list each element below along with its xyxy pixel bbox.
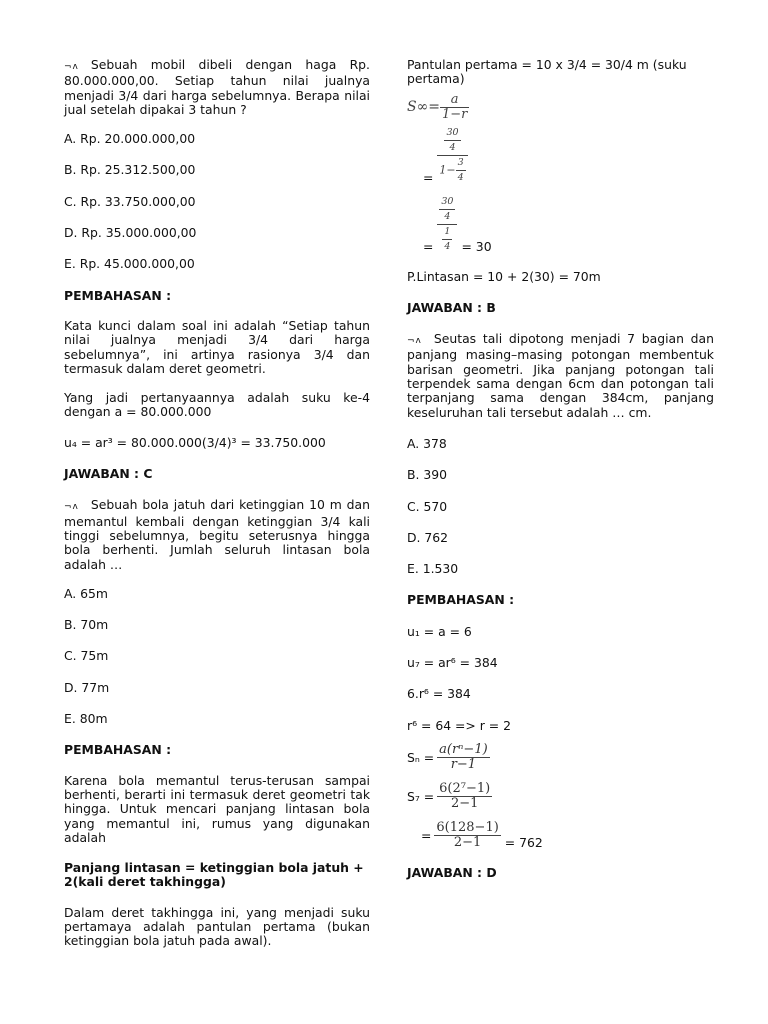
q2-formula-bold: Panjang lintasan = ketinggian bola jatuh + 2(kali deret takhingga): [64, 860, 364, 890]
q2-explanation-1: Karena bola memantul terus-terusan sampai berhenti, berarti ini termasuk deret geometri tak hingga. Untuk mencari panjang lintasan bola yang memantul ini, rumus yang digunakan adalah: [64, 772, 370, 845]
q1-option-a: A. Rp. 20.000.000,00: [64, 131, 196, 147]
q3-option-e: E. 1.530: [407, 561, 459, 577]
right-column: [407, 58, 714, 880]
bullet-icon: ¬ʌ: [407, 336, 422, 347]
q1-answer: JAWABAN : C: [64, 466, 153, 482]
q2-text: ¬ʌ Sebuah bola jatuh dari ketinggian 10 m dan memantul kembali dengan ketinggian 3/4 kali tinggi sebelumnya, begitu seterusnya hingga bola berhenti. Jumlah seluruh lintasan bola adalah …: [64, 497, 370, 572]
q2-option-d: D. 77m: [64, 679, 110, 695]
q3-option-d: D. 762: [407, 529, 449, 545]
q3-option-c: C. 570: [407, 498, 448, 514]
s7-result-fraction: $\frac{6(128-1)}{2-1}$: [436, 819, 499, 850]
left-column: [64, 58, 370, 949]
s-infinity-formula: [407, 93, 714, 122]
q3-step-4: r⁶ = 64 => r = 2: [407, 717, 511, 733]
s-infinity-fraction: $\frac{a}{1-r}$: [441, 91, 468, 122]
q3-option-a: A. 378: [407, 435, 447, 451]
q2-lintasan: P.Lintasan = 10 + 2(30) = 70m: [407, 268, 601, 284]
q1-explanation-2: Yang jadi pertanyaannya adalah suku ke-4 dengan a = 80.000.000: [64, 390, 370, 420]
q2-option-e: E. 80m: [64, 711, 108, 727]
s-infinity-step-2: = $\frac{\frac{30}{4}}{\frac{1}{4}}$ = 30: [423, 195, 492, 254]
q1-option-e: E. Rp. 45.000.000,00: [64, 256, 195, 272]
q2-option-a: A. 65m: [64, 585, 108, 601]
q1-option-d: D. Rp. 35.000.000,00: [64, 225, 197, 241]
step2-fraction: $\frac{\frac{30}{4}}{\frac{1}{4}}$: [437, 195, 457, 254]
q3-step-3: 6.r⁶ = 384: [407, 686, 471, 702]
s7-result: = $\frac{6(128-1)}{2-1}$ = 762: [421, 819, 543, 850]
q1-pembahasan-label: PEMBAHASAN :: [64, 287, 172, 303]
bullet-icon: ¬ʌ: [64, 502, 79, 513]
step1-fraction: $\frac{30}{4}$ 1− $\frac{3}{4}$: [437, 126, 467, 185]
q1-formula: u₄ = ar³ = 80.000.000(3/4)³ = 33.750.000: [64, 434, 326, 450]
s-infinity-step-1: = $\frac{30}{4}$ 1− $\frac{3}{4}$: [407, 126, 714, 185]
q1-option-b: B. Rp. 25.312.500,00: [64, 162, 196, 178]
q2-option-c: C. 75m: [64, 648, 109, 664]
q2-option-b: B. 70m: [64, 617, 109, 633]
sn-formula: Sₙ = $\frac{\text{a(rⁿ−1)}}{r-1}$: [407, 741, 488, 772]
s-infinity-symbol: S∞=: [407, 99, 440, 116]
q2-pantulan: Pantulan pertama = 10 x 3/4 = 30/4 m (suku pertama): [407, 57, 687, 87]
q1-explanation-1: Kata kunci dalam soal ini adalah “Setiap tahun nilai jualnya menjadi 3/4 dari harga sebelumnya”, ini artinya rasionya 3/4 dan termasuk dalam deret geometri.: [64, 317, 370, 376]
q3-step-1: u₁ = a = 6: [407, 623, 472, 639]
q1-option-c: C. Rp. 33.750.000,00: [64, 193, 196, 209]
s7-fraction: $\frac{\text{6(2⁷−1)}}{2-1}$: [439, 780, 491, 811]
q3-option-b: B. 390: [407, 467, 448, 483]
q1-text: ¬ʌ Sebuah mobil dibeli dengan haga Rp. 80.000.000,00. Setiap tahun nilai jualnya menjadi 3/4 dari harga sebelumnya. Berapa nilai jual setelah dipakai 3 tahun ?: [64, 57, 370, 117]
q2-pembahasan-label: PEMBAHASAN :: [64, 742, 172, 758]
q3-step-2: u₇ = ar⁶ = 384: [407, 655, 498, 671]
s7-formula: S₇ = $\frac{\text{6(2⁷−1)}}{2-1}$: [407, 780, 491, 811]
bullet-icon: ¬ʌ: [64, 62, 79, 72]
q3-pembahasan-label: PEMBAHASAN :: [407, 592, 515, 608]
q3-answer: JAWABAN : D: [407, 864, 497, 880]
q3-text: ¬ʌ Seutas tali dipotong menjadi 7 bagian dan panjang masing–masing potongan membentuk barisan geometri. Jika panjang potongan tali terpendek sama dengan 6cm dan potongan tali terpanjang sama dengan 384cm, panjang keseluruhan tali tersebut adalah … cm.: [407, 331, 714, 420]
q2-explanation-2: Dalam deret takhingga ini, yang menjadi suku pertamaya adalah pantulan pertama (bukan ketinggian bola jatuh pada awal).: [64, 904, 370, 949]
sn-fraction: $\frac{\text{a(rⁿ−1)}}{r-1}$: [439, 741, 488, 772]
q2-answer: JAWABAN : B: [407, 299, 496, 315]
